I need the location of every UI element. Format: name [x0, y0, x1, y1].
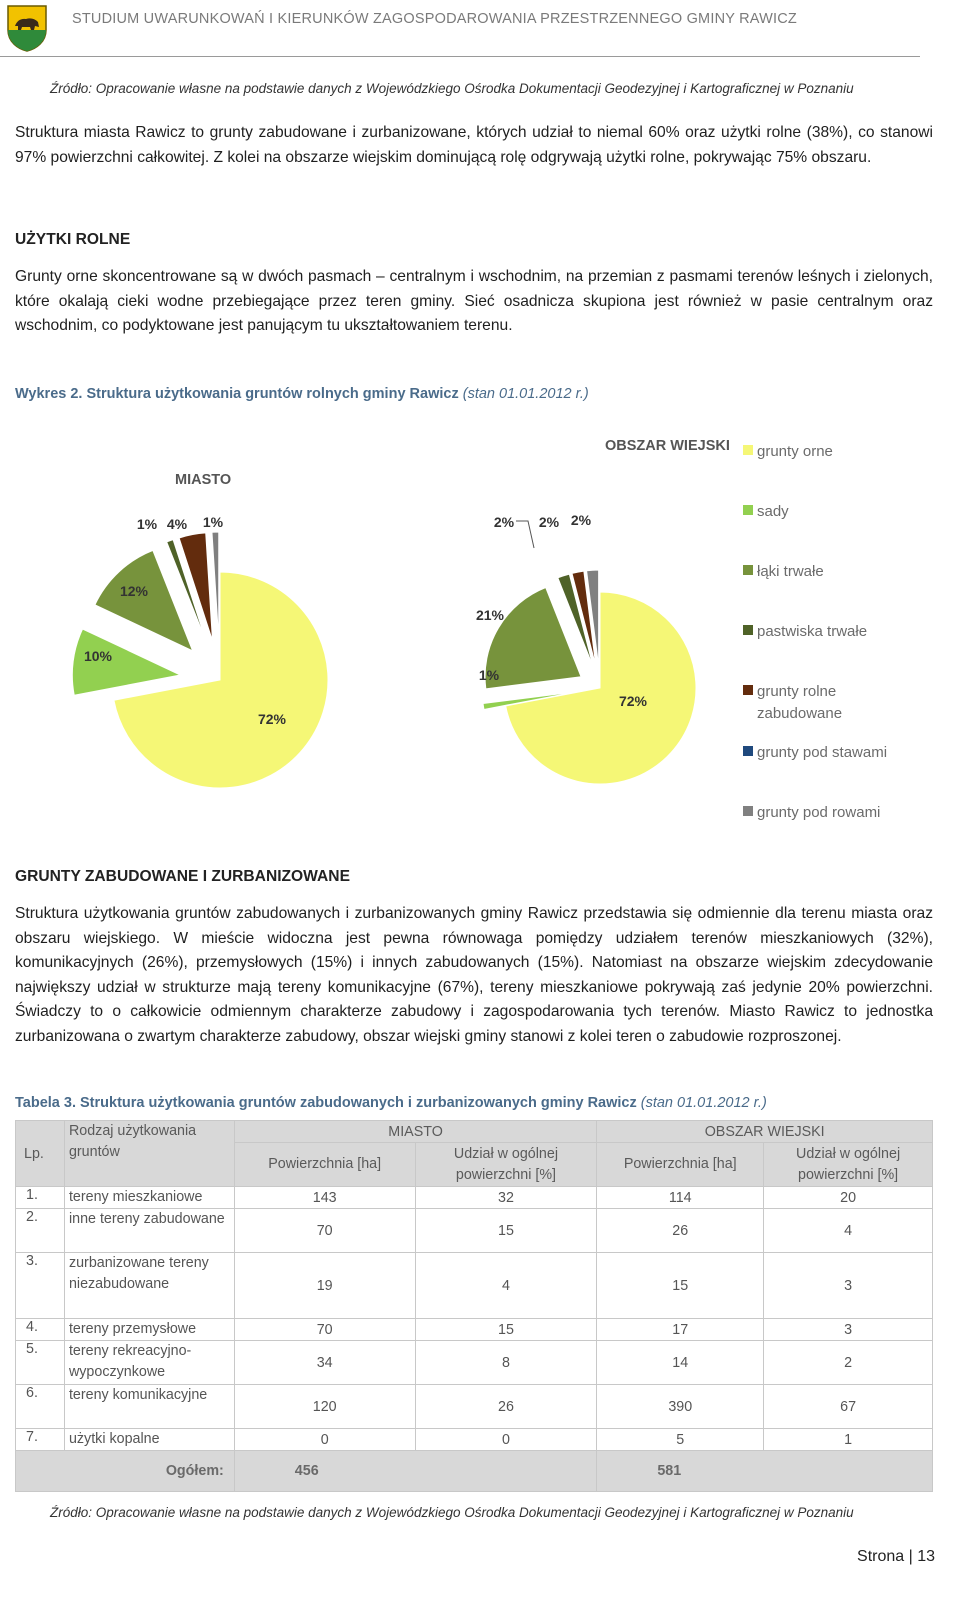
- row-wiejski-pow: 114: [597, 1187, 764, 1209]
- table-total-row: [16, 1451, 933, 1492]
- row-miasto-pow: 34: [234, 1341, 415, 1385]
- row-lp: 2.: [16, 1209, 65, 1253]
- pie-data-label: 72%: [618, 693, 648, 709]
- row-wiejski-udzial: 3: [764, 1319, 933, 1341]
- row-name: inne tereny zabudowane: [64, 1209, 234, 1253]
- row-name: użytki kopalne: [64, 1429, 234, 1451]
- legend-swatch: [743, 625, 753, 635]
- row-wiejski-pow: 390: [597, 1385, 764, 1429]
- row-name: tereny komunikacyjne: [64, 1385, 234, 1429]
- legend-label: grunty pod rowami: [757, 804, 881, 821]
- page-number-value: 13: [917, 1548, 935, 1565]
- chart-caption: [15, 386, 589, 402]
- total-miasto: 456: [234, 1451, 597, 1492]
- table-caption-main: Tabela 3. Struktura użytkowania gruntów zabudowanych i zurbanizowanych gminy Rawicz: [15, 1095, 641, 1111]
- row-wiejski-udzial: 20: [764, 1187, 933, 1209]
- paragraph-uzytki-rolne: Grunty orne skoncentrowane są w dwóch pasmach – centralnym i wschodnim, na przemian z pasmami terenów leśnych i zielonych, które okalają cieki wodne przebiegające przez teren gminy. Sieć osadnicza skupiona jest również w pasie centralnym oraz wschodnim, co podyktowane jest panującym tu ukształtowaniem terenu.: [15, 268, 933, 334]
- pie-slice-grunty-pod-rowami: [212, 532, 219, 640]
- row-wiejski-udzial: 1: [764, 1429, 933, 1451]
- pie-miasto: [72, 514, 328, 788]
- pie-data-label: 2%: [493, 514, 515, 530]
- paragraph-grunty-zabudowane: Struktura użytkowania gruntów zabudowanych i zurbanizowanych gminy Rawicz przedstawia się odmiennie dla terenu miasta oraz obszaru wiejskiego. W mieście widoczna jest pewna równowaga pomiędzy udziałem terenów mieszkaniowych (32%), komunikacyjnych (26%), przemysłowych (15%) i innych zabudowanych (15%). Natomiast na obszarze wiejskim zdecydowanie największy udział w strukturze mają tereny komunikacyjne (67%), tereny mieszkaniowe pokrywają zaś jedynie 20% powierzchni. Świadczy to o całkowicie odmiennym charakterze zabudowy i zagospodarowania tych terenów. Miasto Rawicz to jednostka zurbanizowana o zwartym charakterze zabudowy, obszar wiejski gminy stanowi z kolei teren o zabudowie rozproszonej.: [15, 905, 933, 1045]
- legend-label: grunty rolne zabudowane: [757, 683, 843, 722]
- row-miasto-pow: 120: [234, 1385, 415, 1429]
- row-name: tereny rekreacyjno-wypoczynkowe: [64, 1341, 234, 1385]
- row-name: tereny przemysłowe: [64, 1319, 234, 1341]
- legend-label: pastwiska trwałe: [757, 623, 868, 640]
- page-label: Strona: [857, 1548, 905, 1565]
- land-use-table: [15, 1120, 933, 1492]
- row-miasto-udzial: 4: [415, 1253, 597, 1319]
- row-name: zurbanizowane tereny niezabudowane: [64, 1253, 234, 1319]
- row-wiejski-pow: 15: [597, 1253, 764, 1319]
- chart-caption-date: (stan 01.01.2012 r.): [462, 386, 589, 402]
- col-header-lp: Lp.: [16, 1121, 65, 1187]
- row-wiejski-udzial: 67: [764, 1385, 933, 1429]
- row-miasto-udzial: 32: [415, 1187, 597, 1209]
- paragraph-structure: Struktura miasta Rawicz to grunty zabudowane i zurbanizowane, których udział to niemal 60% oraz użytki rolne (38%), co stanowi 97% powierzchni całkowitej. Z kolei na obszarze wiejskim dominującą rolę odgrywają użytki rolne, pokrywając 75% obszaru.: [15, 124, 933, 166]
- legend-swatch: [743, 746, 753, 756]
- pie-data-label: 21%: [475, 607, 505, 623]
- legend-label: łąki trwałe: [757, 563, 824, 580]
- table-caption: [15, 1095, 767, 1111]
- row-lp: 1.: [16, 1187, 65, 1209]
- row-wiejski-udzial: 4: [764, 1209, 933, 1253]
- row-wiejski-udzial: 3: [764, 1253, 933, 1319]
- row-miasto-pow: 70: [234, 1319, 415, 1341]
- row-lp: 6.: [16, 1385, 65, 1429]
- row-wiejski-pow: 14: [597, 1341, 764, 1385]
- pie-charts: [0, 420, 960, 840]
- col-header-wiejski-udzial: Udział w ogólnej powierzchni [%]: [764, 1143, 933, 1187]
- table-row: [16, 1187, 933, 1209]
- row-wiejski-udzial: 2: [764, 1341, 933, 1385]
- page-number: Strona | 13: [857, 1548, 935, 1565]
- col-header-wiejski-powierzchnia: Powierzchnia [ha]: [597, 1143, 764, 1187]
- total-obszar-wiejski: 581: [597, 1451, 933, 1492]
- col-header-miasto-udzial: Udział w ogólnej powierzchni [%]: [415, 1143, 597, 1187]
- row-miasto-udzial: 15: [415, 1209, 597, 1253]
- legend-swatch: [743, 806, 753, 816]
- col-header-miasto-powierzchnia: Powierzchnia [ha]: [234, 1143, 415, 1187]
- pie-data-label: 2%: [570, 512, 592, 528]
- row-miasto-udzial: 8: [415, 1341, 597, 1385]
- row-lp: 5.: [16, 1341, 65, 1385]
- pie-data-label: 4%: [166, 516, 188, 532]
- legend-label: grunty pod stawami: [757, 744, 888, 761]
- pie-data-label: 1%: [202, 514, 224, 530]
- table-row: [16, 1341, 933, 1385]
- chart-title-miasto: MIASTO: [175, 472, 232, 488]
- pie-data-label: 10%: [83, 648, 113, 664]
- col-header-rodzaj: Rodzaj użytkowania gruntów: [64, 1121, 234, 1187]
- row-miasto-pow: 19: [234, 1253, 415, 1319]
- row-lp: 4.: [16, 1319, 65, 1341]
- legend-label: grunty orne: [757, 443, 833, 460]
- row-miasto-pow: 143: [234, 1187, 415, 1209]
- source-note-bottom: Źródło: Opracowanie własne na podstawie danych z Wojewódzkiego Ośrodka Dokumentacji Geodezyjnej i Kartograficznej w Poznaniu: [50, 1505, 854, 1520]
- table-row: [16, 1429, 933, 1451]
- document-header-title: STUDIUM UWARUNKOWAŃ I KIERUNKÓW ZAGOSPODAROWANIA PRZESTRZENNEGO GMINY RAWICZ: [72, 11, 797, 27]
- section-heading-uzytki-rolne: UŻYTKI ROLNE: [15, 231, 131, 248]
- table-row: [16, 1253, 933, 1319]
- row-miasto-udzial: 26: [415, 1385, 597, 1429]
- row-miasto-udzial: 15: [415, 1319, 597, 1341]
- row-wiejski-pow: 5: [597, 1429, 764, 1451]
- chart-legend: [743, 443, 887, 821]
- row-wiejski-pow: 26: [597, 1209, 764, 1253]
- header-divider: [0, 56, 920, 57]
- row-miasto-pow: 0: [234, 1429, 415, 1451]
- pie-data-label: 72%: [257, 711, 287, 727]
- chart-title-obszar-wiejski: OBSZAR WIEJSKI: [605, 438, 730, 454]
- legend-swatch: [743, 565, 753, 575]
- table-row: [16, 1385, 933, 1429]
- pie-data-label: 12%: [119, 583, 149, 599]
- pie-data-label: 1%: [478, 667, 500, 683]
- row-miasto-udzial: 0: [415, 1429, 597, 1451]
- legend-label: sady: [757, 503, 789, 520]
- row-miasto-pow: 70: [234, 1209, 415, 1253]
- table-row: [16, 1319, 933, 1341]
- section-heading-grunty-zabudowane: GRUNTY ZABUDOWANE I ZURBANIZOWANE: [15, 868, 350, 885]
- row-lp: 7.: [16, 1429, 65, 1451]
- row-wiejski-pow: 17: [597, 1319, 764, 1341]
- pie-data-label: 1%: [136, 516, 158, 532]
- label-leader-line: [516, 521, 534, 548]
- pie-data-label: 2%: [538, 514, 560, 530]
- legend-swatch: [743, 505, 753, 515]
- col-header-miasto: MIASTO: [234, 1121, 597, 1143]
- col-header-obszar-wiejski: OBSZAR WIEJSKI: [597, 1121, 933, 1143]
- row-name: tereny mieszkaniowe: [64, 1187, 234, 1209]
- coat-of-arms-icon: [6, 4, 48, 52]
- row-lp: 3.: [16, 1253, 65, 1319]
- table-caption-date: (stan 01.01.2012 r.): [640, 1095, 767, 1111]
- pie-obszar-wiejski: [476, 512, 696, 784]
- source-note-top: Źródło: Opracowanie własne na podstawie danych z Wojewódzkiego Ośrodka Dokumentacji Geodezyjnej i Kartograficznej w Poznaniu: [50, 81, 854, 96]
- table-row: [16, 1209, 933, 1253]
- chart-caption-main: Wykres 2. Struktura użytkowania gruntów rolnych gminy Rawicz: [15, 386, 463, 402]
- legend-swatch: [743, 445, 753, 455]
- total-label: Ogółem:: [16, 1451, 235, 1492]
- pie-slice-laki-trwale: [485, 588, 581, 689]
- legend-swatch: [743, 685, 753, 695]
